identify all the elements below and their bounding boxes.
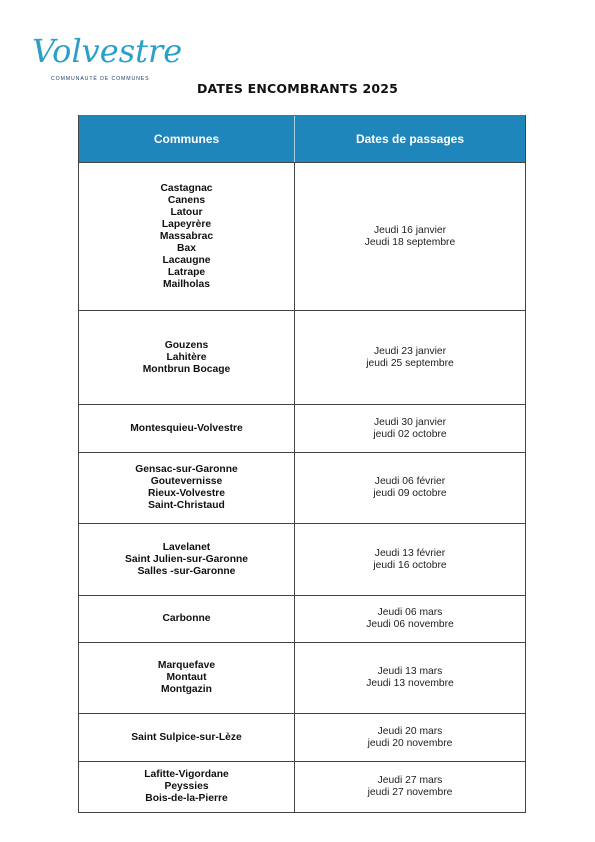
commune-name: Canens [167, 194, 206, 206]
dates-table [78, 115, 526, 813]
logo-text: Volvestre [32, 32, 183, 70]
commune-name: Bois-de-la-Pierre [145, 793, 228, 804]
header-communes: Communes [79, 116, 295, 162]
communes-cell [79, 453, 295, 523]
commune-name: Montgazin [161, 684, 212, 695]
commune-name: Mailholas [163, 278, 210, 290]
passage-date: Jeudi 06 novembre [366, 619, 454, 630]
passage-date: Jeudi 13 mars [377, 666, 443, 677]
communes-cell [79, 596, 295, 642]
commune-name: Latour [170, 206, 203, 218]
header-dates: Dates de passages [355, 132, 465, 146]
passage-date: jeudi 09 octobre [373, 488, 447, 499]
commune-name: Gensac-sur-Garonne [135, 464, 238, 475]
passage-date: Jeudi 13 novembre [366, 678, 454, 689]
volvestre-wordmark [30, 28, 183, 76]
passage-date: Jeudi 23 janvier [373, 345, 447, 357]
passage-date: jeudi 02 octobre [373, 428, 447, 440]
table-row [79, 523, 525, 595]
table-row [79, 595, 525, 642]
dates-cell [295, 524, 525, 595]
commune-name: Massabrac [159, 230, 214, 242]
passage-date: jeudi 25 septembre [366, 357, 454, 369]
commune-name: Saint Julien-sur-Garonne [124, 553, 248, 565]
dates-cell [295, 714, 525, 761]
volvestre-logo [30, 28, 183, 86]
communes-cell [79, 405, 295, 452]
communes-cell [79, 643, 295, 713]
commune-name: Castagnac [160, 182, 213, 194]
passage-date: jeudi 16 octobre [373, 559, 447, 571]
table-header-row [79, 115, 525, 162]
commune-name: Bax [177, 242, 196, 254]
table-row [79, 713, 525, 761]
logo-subtitle: COMMUNAUTÉ DE COMMUNES [51, 76, 150, 82]
passage-date: Jeudi 18 septembre [364, 236, 456, 248]
commune-name: Carbonne [162, 613, 211, 624]
dates-cell [295, 643, 525, 713]
commune-name: Montesquieu-Volvestre [130, 422, 243, 434]
communes-cell [79, 163, 295, 310]
passage-date: Jeudi 27 mars [377, 775, 443, 786]
passage-date: Jeudi 06 mars [377, 607, 443, 618]
commune-name: Lafitte-Vigordane [144, 769, 229, 780]
passage-date: jeudi 27 novembre [367, 787, 453, 798]
commune-name: Saint Sulpice-sur-Lèze [131, 731, 242, 743]
table-row [79, 404, 525, 452]
table-row [79, 761, 525, 812]
communes-cell [79, 311, 295, 404]
commune-name: Rieux-Volvestre [147, 488, 226, 499]
commune-name: Lacaugne [162, 254, 211, 266]
table-row [79, 162, 525, 310]
commune-name: Lapeyrère [161, 218, 212, 230]
passage-date: Jeudi 20 mars [377, 725, 443, 737]
table-row [79, 452, 525, 523]
commune-name: Marquefave [157, 660, 216, 671]
dates-cell [295, 453, 525, 523]
commune-name: Lavelanet [162, 541, 211, 553]
table-row [79, 642, 525, 713]
passage-date: Jeudi 06 février [374, 476, 446, 487]
passage-date: Jeudi 16 janvier [373, 224, 447, 236]
communes-cell [79, 524, 295, 595]
passage-date: jeudi 20 novembre [367, 737, 453, 749]
commune-name: Salles -sur-Garonne [137, 565, 236, 577]
dates-cell [295, 596, 525, 642]
commune-name: Latrape [167, 266, 206, 278]
commune-name: Lahitère [166, 351, 207, 363]
communes-cell [79, 714, 295, 761]
passage-date: Jeudi 13 février [374, 547, 446, 559]
commune-name: Peyssies [164, 781, 209, 792]
table-row [79, 310, 525, 404]
page-title: DATES ENCOMBRANTS 2025 [196, 81, 399, 96]
dates-cell [295, 163, 525, 310]
dates-cell [295, 405, 525, 452]
commune-name: Montaut [166, 672, 207, 683]
passage-date: Jeudi 30 janvier [373, 416, 447, 428]
dates-cell [295, 311, 525, 404]
communes-cell [79, 762, 295, 812]
commune-name: Goutevernisse [150, 476, 223, 487]
dates-cell [295, 762, 525, 812]
commune-name: Gouzens [164, 339, 209, 351]
commune-name: Saint-Christaud [148, 500, 225, 511]
commune-name: Montbrun Bocage [142, 363, 231, 375]
